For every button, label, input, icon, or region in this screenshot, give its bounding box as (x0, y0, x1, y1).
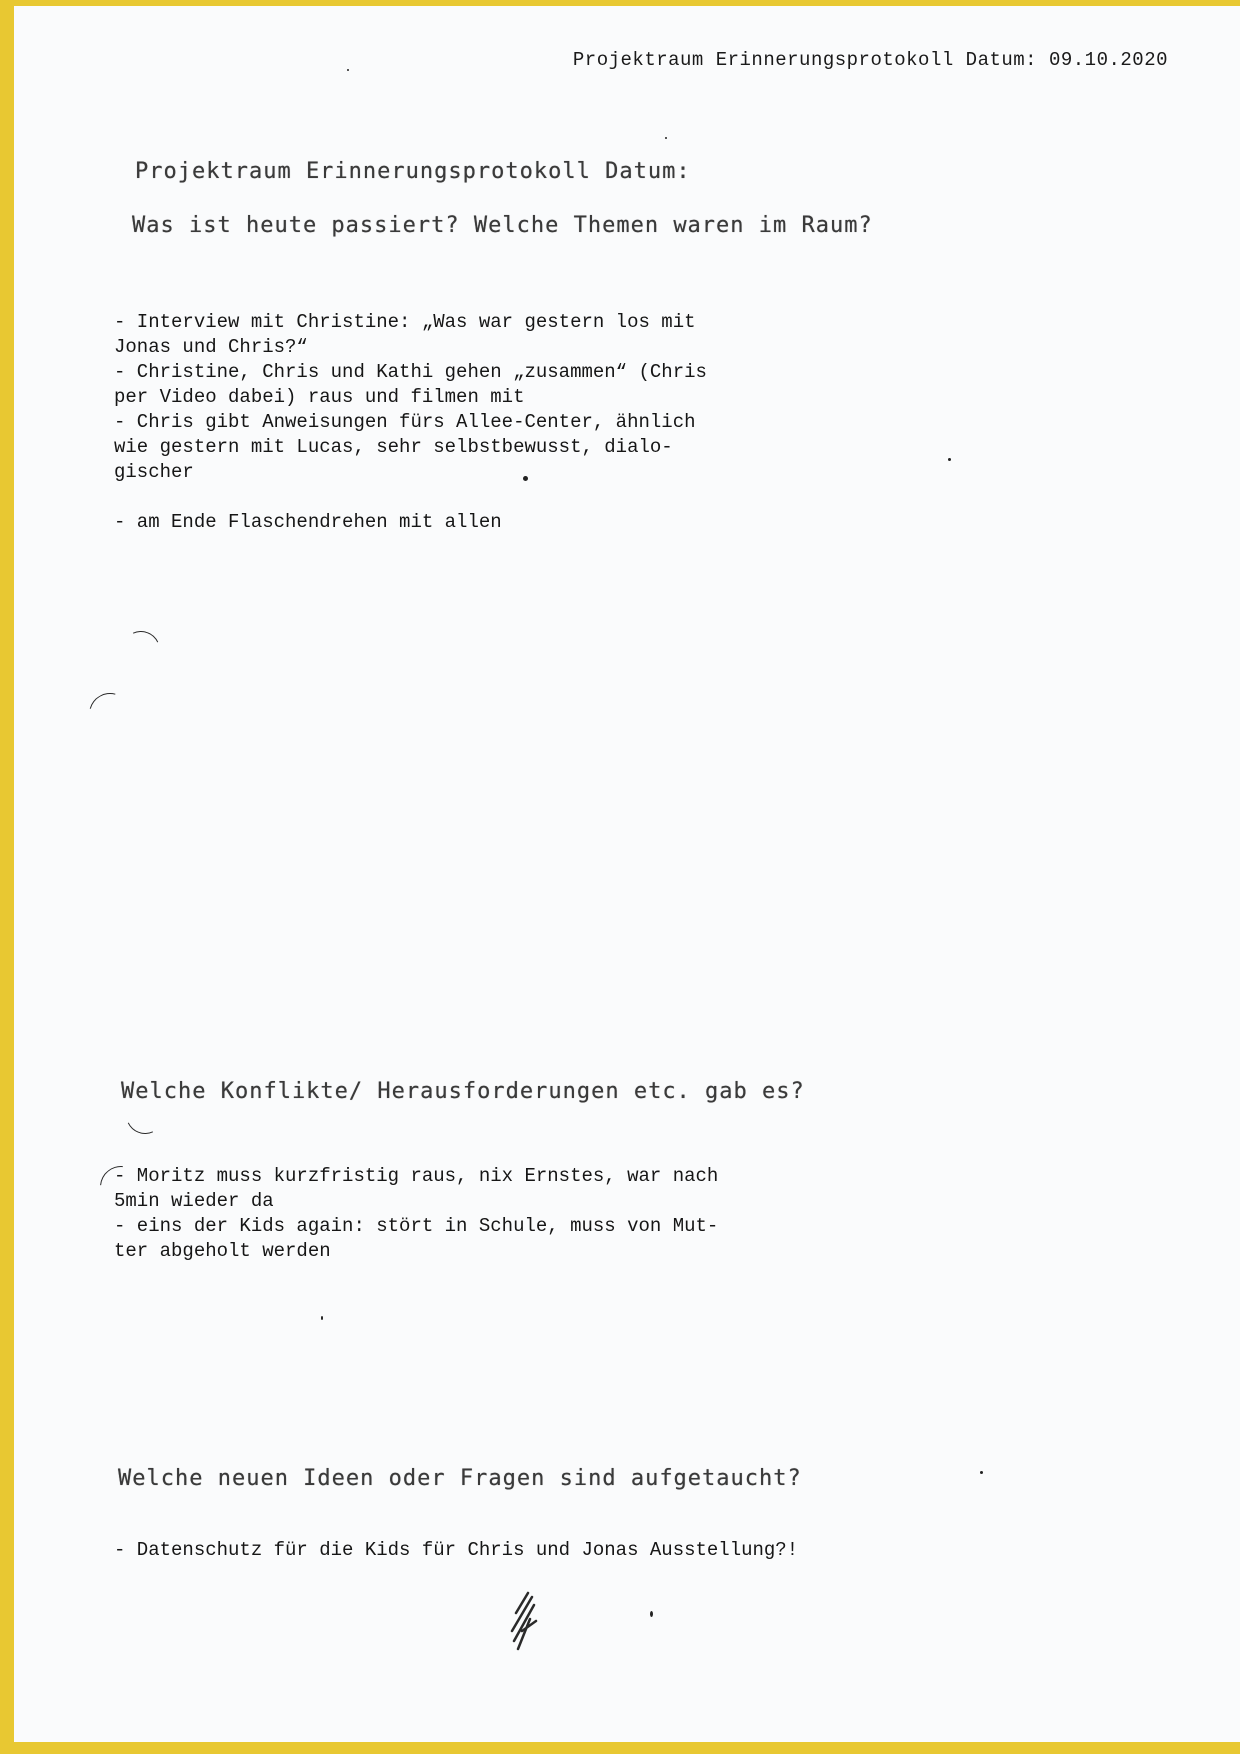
note-line: per Video dabei) raus und filmen mit (114, 386, 525, 408)
ink-speck (650, 1611, 653, 1617)
note-line: - Moritz muss kurzfristig raus, nix Ernstes, war nach (114, 1165, 719, 1187)
ink-speck (665, 137, 667, 139)
ink-speck (347, 69, 349, 71)
question-new-ideas: Welche neuen Ideen oder Fragen sind aufgetaucht? (118, 1466, 802, 1491)
question-conflicts: Welche Konflikte/ Herausforderungen etc. gab es? (121, 1079, 805, 1104)
notes-what-happened (114, 310, 707, 535)
typed-header: Projektraum Erinnerungsprotokoll Datum: 09.10.2020 (572, 49, 1168, 71)
notes-conflicts (114, 1164, 718, 1264)
note-line: - Chris gibt Anweisungen fürs Allee-Center, ähnlich (114, 411, 696, 433)
notes-new-ideas (114, 1538, 798, 1563)
form-title: Projektraum Erinnerungsprotokoll Datum: (135, 159, 691, 184)
note-line: - eins der Kids again: stört in Schule, muss von Mut- (114, 1215, 719, 1237)
punch-hole-mark (81, 685, 138, 742)
note-line: 5min wieder da (114, 1190, 274, 1212)
ink-speck (321, 1316, 323, 1320)
note-line: - am Ende Flaschendrehen mit allen (114, 511, 502, 533)
note-line: Jonas und Chris?“ (114, 336, 308, 358)
note-line: - Christine, Chris und Kathi gehen „zusammen“ (Chris (114, 361, 707, 383)
question-what-happened: Was ist heute passiert? Welche Themen waren im Raum? (132, 213, 873, 238)
note-line: - Datenschutz für die Kids für Chris und Jonas Ausstellung?! (114, 1539, 799, 1561)
ink-speck (523, 476, 528, 481)
note-line: wie gestern mit Lucas, sehr selbstbewusst, dialo- (114, 436, 673, 458)
ink-speck (948, 458, 951, 461)
note-line: - Interview mit Christine: „Was war gestern los mit (114, 311, 696, 333)
note-line: ter abgeholt werden (114, 1240, 331, 1262)
ink-speck (980, 1471, 983, 1474)
punch-hole-mark (117, 626, 166, 675)
signature-mark (502, 1591, 542, 1653)
document-page (14, 6, 1240, 1742)
blank-line (114, 485, 707, 510)
note-line: gischer (114, 461, 194, 483)
